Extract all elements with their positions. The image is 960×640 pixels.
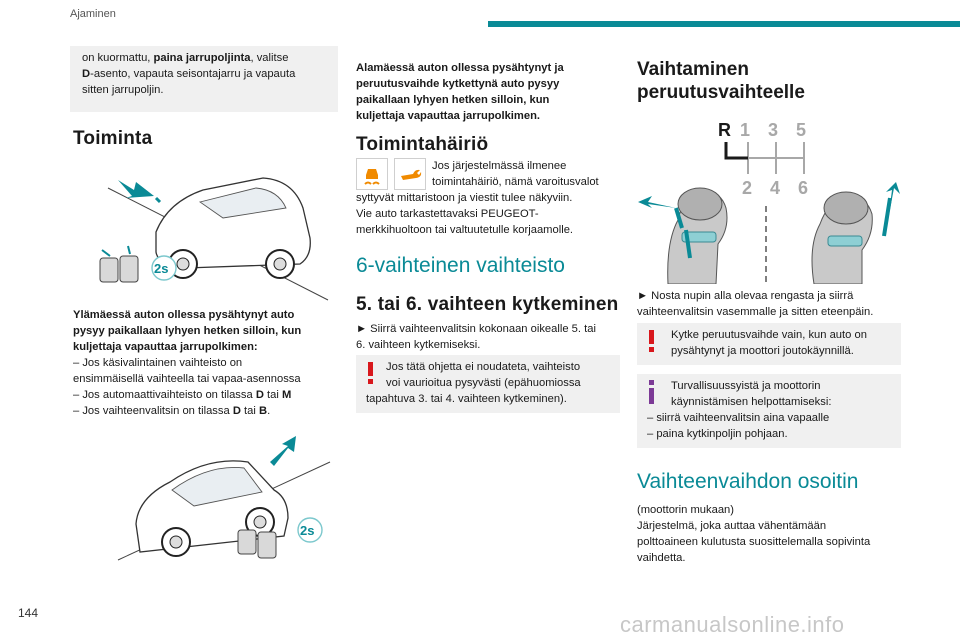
- watermark: carmanualsonline.info: [620, 612, 845, 637]
- gear-label-5: 5: [796, 120, 807, 140]
- downhill-car-figure: [98, 432, 338, 574]
- fault-paragraph: [356, 158, 618, 238]
- downhill-line-3: paikallaan lyhyen hetken silloin, kun: [356, 94, 550, 106]
- downhill-paragraph: [356, 60, 618, 124]
- indicator-line-2: Järjestelmä, joka auttaa vähentämään: [637, 520, 827, 532]
- downhill-line-1: Alamäessä auton ollessa pysähtynyt ja: [356, 62, 564, 74]
- gear-step-line-2: 6. vaihteen kytkemiseksi.: [356, 339, 481, 351]
- info-box-safety: [637, 374, 901, 448]
- warning-line-1: Jos tätä ohjetta ei noudateta, vaihteisto: [386, 361, 581, 373]
- heading-toiminta: Toiminta: [73, 128, 153, 149]
- intro-box: [70, 46, 338, 112]
- heading-6-speed-gearbox: 6-vaihteinen vaihteisto: [356, 254, 565, 277]
- pedal-icon: [100, 246, 138, 282]
- arrow-forward-icon: [884, 182, 900, 236]
- info-line-4: – paina kytkinpoljin pohjaan.: [647, 428, 788, 440]
- intro-line-2: D-asento, vapauta seisontajarru ja vapauta: [82, 68, 296, 80]
- warning-exclamation-icon: [649, 330, 654, 344]
- gear-knob-left: [668, 188, 727, 284]
- condition-1a: – Jos käsivalintainen vaihteisto on: [73, 357, 243, 369]
- uphill-car-figure: [88, 160, 333, 302]
- header-rule: [488, 21, 960, 27]
- indicator-line-1: (moottorin mukaan): [637, 504, 734, 516]
- info-icon: [649, 388, 654, 404]
- fault-line-5: merkkihuoltoon tai valtuutetulle korjaamolle.: [356, 224, 574, 236]
- condition-2: – Jos automaattivaihteisto on tilassa D tai M: [73, 389, 292, 401]
- shift-gate-lines: [748, 142, 804, 174]
- heading-reverse-line-1: Vaihtaminen: [637, 59, 749, 80]
- fault-line-2: toimintahäiriö, nämä varoitusvalot: [432, 176, 599, 188]
- uphill-paragraph: [73, 307, 343, 355]
- gear-label-1: 1: [740, 120, 751, 140]
- warning-box-gearbox: [356, 355, 620, 413]
- running-head: Ajaminen: [70, 8, 116, 20]
- heading-reverse-gear: [637, 58, 805, 104]
- heading-reverse-line-2: peruutusvaihteelle: [637, 82, 805, 103]
- info-line-2: käynnistämisen helpottamiseksi:: [671, 396, 832, 408]
- warning-box-reverse: [637, 323, 901, 365]
- direction-arrow-icon: [118, 180, 160, 202]
- uphill-line-1: Ylämäessä auton ollessa pysähtynyt auto: [73, 309, 295, 321]
- reverse-warning-line-1: Kytke peruutusvaihde vain, kun auto on: [671, 329, 867, 341]
- fault-line-1: Jos järjestelmässä ilmenee: [432, 160, 567, 172]
- timer-badge-label: 2s: [154, 261, 169, 276]
- intro-line-1: on kuormattu, paina jarrupoljinta, valitse: [82, 52, 289, 64]
- heading-gear-shift-indicator: Vaihteenvaihdon osoitin: [637, 470, 859, 493]
- direction-arrow-icon: [270, 436, 296, 466]
- gear-knob-right: [812, 192, 872, 284]
- gear-step-line-1: ► Siirrä vaihteenvalitsin kokonaan oikealle 5. tai: [356, 323, 596, 335]
- reverse-warning-line-2: pysähtynyt ja moottori joutokäynnillä.: [671, 345, 854, 357]
- gear-5-6-step: [356, 321, 622, 353]
- intro-line-3: sitten jarrupoljin.: [82, 84, 164, 96]
- downhill-line-4: kuljettaja vapauttaa jarrupolkimen.: [356, 110, 541, 122]
- indicator-line-4: vaihdetta.: [637, 552, 686, 564]
- heading-toimintahairio: Toimintahäiriö: [356, 134, 489, 155]
- info-icon-dot: [649, 380, 654, 385]
- condition-1b: ensimmäisellä vaihteella tai vapaa-asennossa: [73, 373, 301, 385]
- downhill-line-2: peruutusvaihde kytkettynä auto pysyy: [356, 78, 560, 90]
- fault-line-4: Vie auto tarkastettavaksi PEUGEOT-: [356, 208, 539, 220]
- uphill-conditions: [73, 355, 343, 419]
- reverse-path: [726, 142, 748, 158]
- gear-label-3: 3: [768, 120, 779, 140]
- indicator-paragraph: [637, 502, 903, 566]
- gear-label-2: 2: [742, 178, 753, 198]
- page-number: 144: [18, 606, 39, 620]
- gear-shift-diagram: [638, 112, 902, 284]
- gear-label-4: 4: [770, 178, 781, 198]
- heading-5th-6th-gear: 5. tai 6. vaihteen kytkeminen: [356, 294, 619, 315]
- timer-badge-label: 2s: [300, 523, 315, 538]
- warning-exclamation-icon: [368, 362, 373, 376]
- info-line-3: – siirrä vaihteenvalitsin aina vapaalle: [647, 412, 830, 424]
- uphill-line-2: pysyy paikallaan lyhyen hetken silloin, kun: [73, 325, 302, 337]
- uphill-line-3: kuljettaja vapauttaa jarrupolkimen:: [73, 341, 258, 353]
- reverse-step: [637, 288, 903, 320]
- gear-label-r: R: [718, 120, 731, 140]
- fault-line-3: syttyvät mittaristoon ja viestit tulee näkyviin.: [356, 192, 573, 204]
- reverse-step-line-2: vaihteenvalitsin vasemmalle ja sitten eteenpäin.: [637, 306, 874, 318]
- condition-3: – Jos vaihteenvalitsin on tilassa D tai B.: [73, 405, 271, 417]
- info-line-1: Turvallisuussyistä ja moottorin: [671, 380, 821, 392]
- warning-line-2: voi vaurioitua pysyvästi (epähuomiossa: [386, 377, 581, 389]
- reverse-step-line-1: ► Nosta nupin alla olevaa rengasta ja siirrä: [637, 290, 854, 302]
- gear-label-6: 6: [798, 178, 809, 198]
- indicator-line-3: polttoaineen kulutusta suosittelemalla sopivinta: [637, 536, 871, 548]
- warning-line-3: tapahtuva 3. tai 4. vaihteen kytkeminen).: [366, 393, 567, 405]
